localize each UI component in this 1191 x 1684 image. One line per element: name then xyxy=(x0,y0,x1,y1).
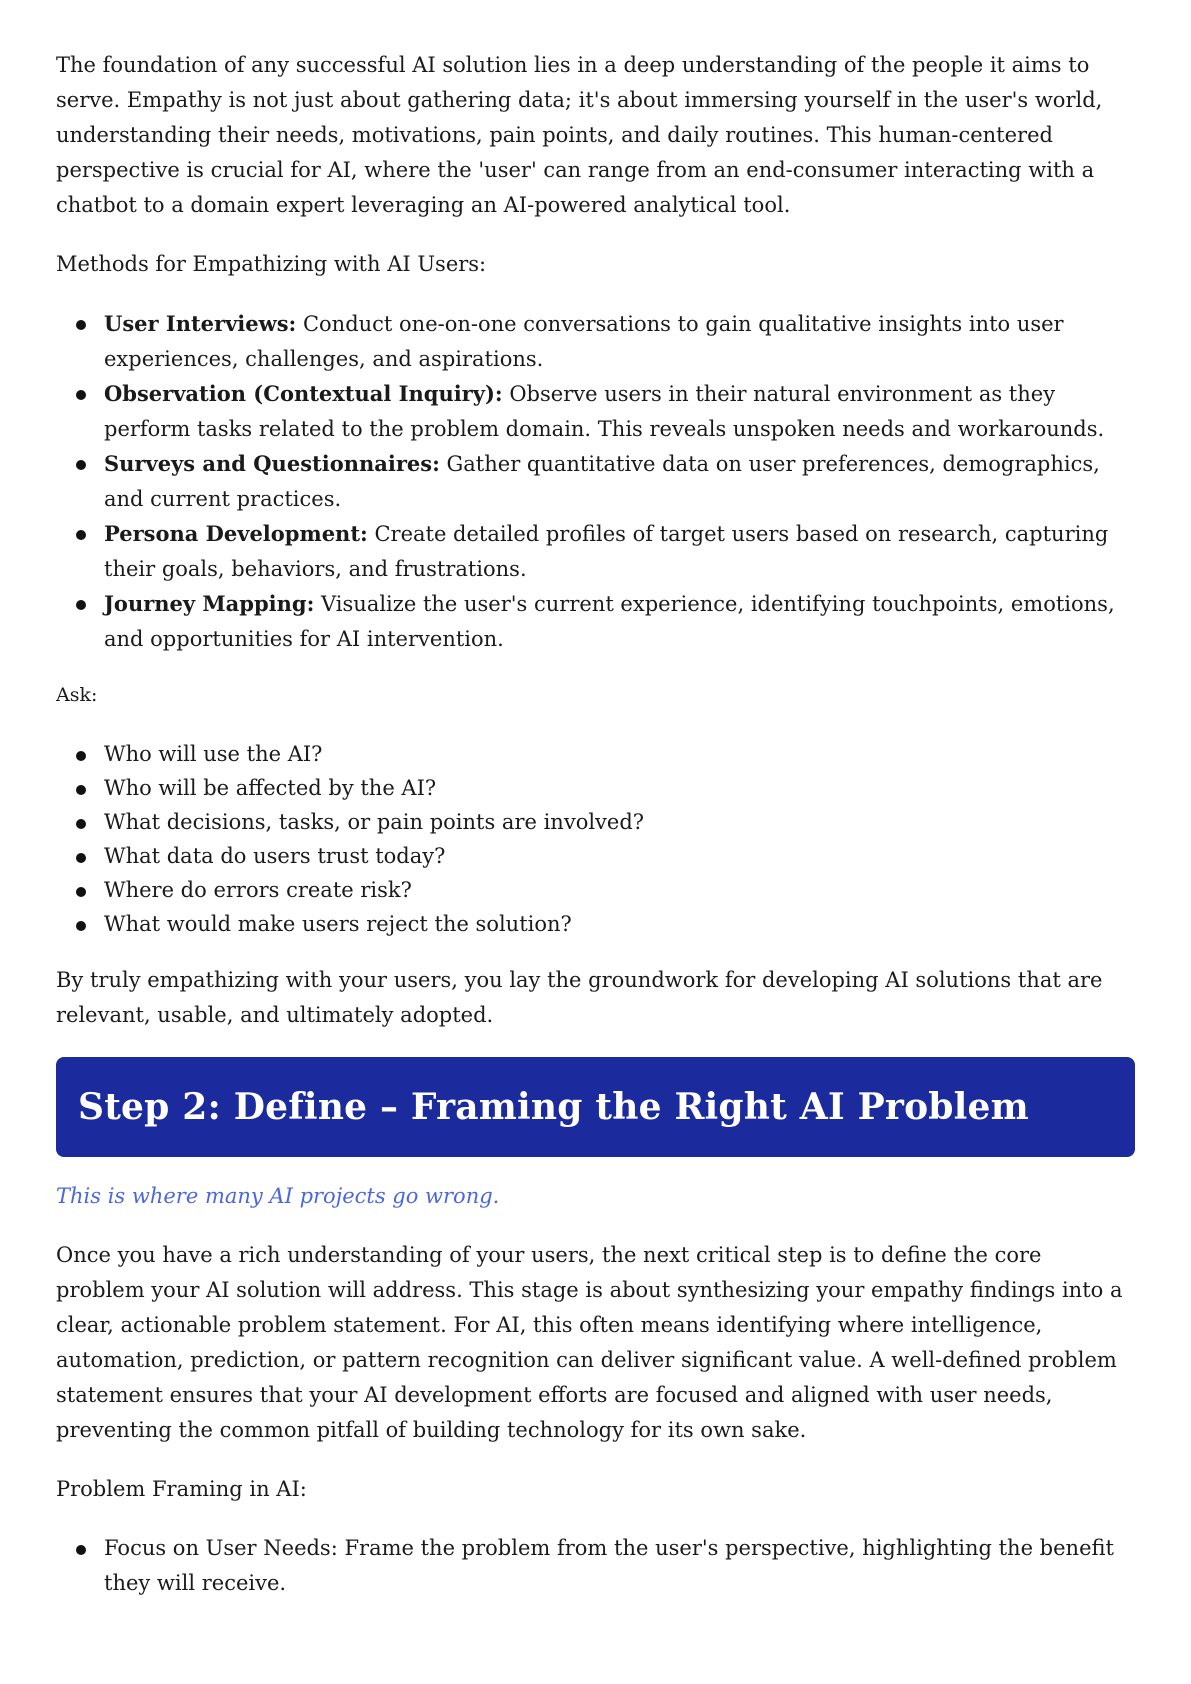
list-item xyxy=(56,306,1135,377)
list-item: What decisions, tasks, or pain points are involved? xyxy=(56,805,1135,840)
step-2-paragraph: Once you have a rich understanding of your users, the next critical step is to define the core problem your AI solution will address. This stage is about synthesizing your empathy findings into a clear, actionable problem statement. For AI, this often means identifying where intelligence, automation, prediction, or pattern recognition can deliver significant value. A well-defined problem statement ensures that your AI development efforts are focused and aligned with user needs, preventing the common pitfall of building technology for its own sake. xyxy=(56,1243,1123,1442)
method-term: Persona Development: xyxy=(104,521,368,546)
method-description: Create detailed profiles of target users based on research, capturing their goals, behaviors, and frustrations. xyxy=(104,522,1109,581)
method-term: Observation (Contextual Inquiry): xyxy=(104,381,503,406)
method-description: Visualize the user's current experience, identifying touchpoints, emotions, and opportunities for AI intervention. xyxy=(104,592,1115,651)
framing-heading: Problem Framing in AI: xyxy=(56,1477,307,1501)
methods-heading: Methods for Empathizing with AI Users: xyxy=(56,252,487,276)
ask-questions-list xyxy=(56,737,1135,942)
step-2-title: Step 2: Define – Framing the Right AI Problem xyxy=(78,1086,1029,1128)
list-item: Who will use the AI? xyxy=(56,737,1135,772)
list-item: What data do users trust today? xyxy=(56,839,1135,874)
list-item xyxy=(56,376,1135,447)
method-description: Gather quantitative data on user preferences, demographics, and current practices. xyxy=(104,452,1100,511)
conclusion-paragraph: By truly empathizing with your users, you lay the groundwork for developing AI solutions that are relevant, usable, and ultimately adopted. xyxy=(56,968,1103,1027)
list-item: Where do errors create risk? xyxy=(56,873,1135,908)
list-item xyxy=(56,516,1135,587)
list-item: Who will be affected by the AI? xyxy=(56,771,1135,806)
method-term: Journey Mapping: xyxy=(104,591,315,616)
list-item xyxy=(56,446,1135,517)
framing-list xyxy=(56,1531,1135,1601)
method-term: Surveys and Questionnaires: xyxy=(104,451,440,476)
intro-paragraph: The foundation of any successful AI solution lies in a deep understanding of the people it aims to serve. Empathy is not just about gathering data; it's about immersing yourself in the user's world, understanding their needs, motivations, pain points, and daily routines. This human-centered perspective is crucial for AI, where the 'user' can range from an end-consumer interacting with a chatbot to a domain expert leveraging an AI-powered analytical tool. xyxy=(56,53,1103,217)
method-term: User Interviews: xyxy=(104,311,297,336)
method-description: Observe users in their natural environment as they perform tasks related to the problem domain. This reveals unspoken needs and workarounds. xyxy=(104,382,1105,441)
methods-list xyxy=(56,306,1135,657)
step-2-tagline: This is where many AI projects go wrong. xyxy=(56,1184,500,1208)
ask-label: Ask: xyxy=(56,684,98,706)
list-item: What would make users reject the solution? xyxy=(56,907,1135,942)
step-2-banner xyxy=(56,1057,1135,1157)
method-description: Conduct one-on-one conversations to gain qualitative insights into user experiences, challenges, and aspirations. xyxy=(104,312,1064,371)
list-item xyxy=(56,586,1135,657)
list-item: Focus on User Needs: Frame the problem from the user's perspective, highlighting the benefit they will receive. xyxy=(56,1531,1135,1601)
